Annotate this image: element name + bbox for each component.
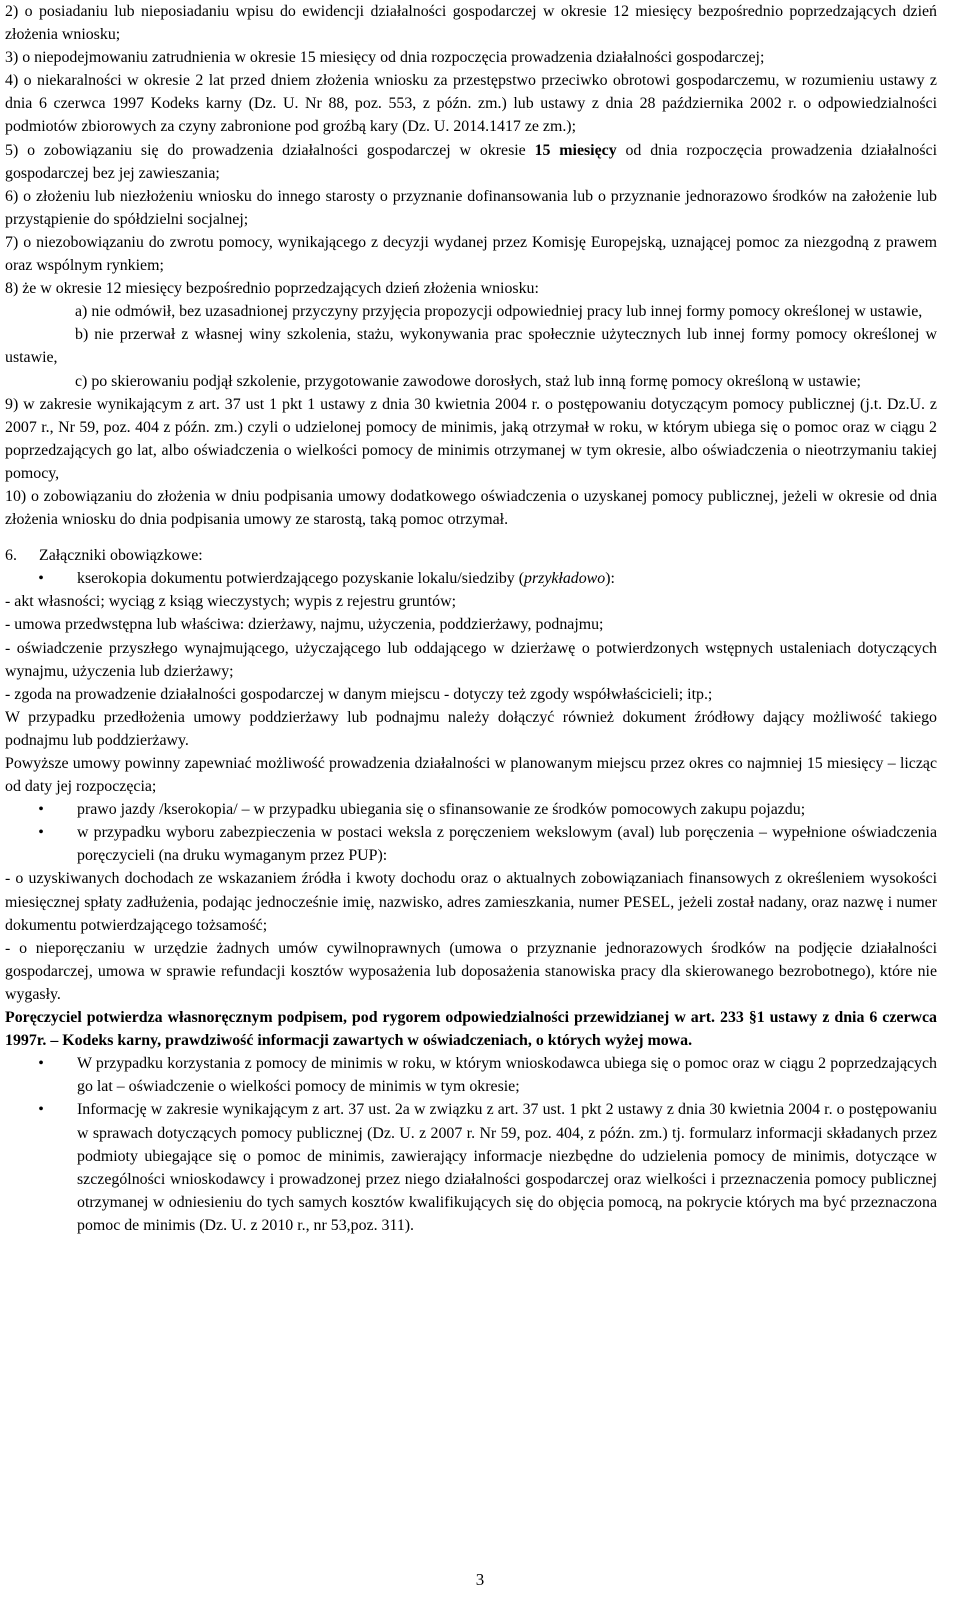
attachments-bullet-list-1 <box>5 567 937 590</box>
document-page <box>5 0 937 1237</box>
condition-item-7: 7) o niezobowiązaniu do zwrotu pomocy, wynikającego z decyzji wydanej przez Komisję Europejską, uznającej pomoc za niezgodną z prawem oraz wspólnym rynkiem; <box>5 233 937 275</box>
dash-item-contract: - umowa przedwstępna lub właściwa: dzierżawy, najmu, użyczenia, poddzierżawy, podnajmu; <box>5 616 604 634</box>
attachments-bullet-list-2 <box>5 798 937 867</box>
condition-item-5-rest: od dnia rozpoczęcia prowadzenia działalności gospodarczej bez jej zawieszania; <box>5 141 937 182</box>
bullet-icon: • <box>38 801 44 819</box>
condition-item-9: 9) w zakresie wynikającym z art. 37 ust 1 pkt 1 ustawy z dnia 30 kwietnia 2004 r. o postępowaniu dotyczącym pomocy publicznej (j.t. Dz.U. z 2007 r., Nr 59, poz. 404 z późn. zm.) czyli o udzielonej pomocy de minimis, jaką otrzymał w roku, w którym ubiega się o pomoc oraz w ciągu 2 poprzedzających go lat, albo oświadczenia o wielkości pomocy de minimis otrzymanej w tym okresie, albo oświadczenia o nieotrzymaniu takiej pomocy, <box>5 395 937 482</box>
guarantor-income-statement: - o uzyskiwanych dochodach ze wskazaniem źródła i kwoty dochodu oraz o aktualnych zobowiązaniach finansowych z określeniem wysokości miesięcznej spłaty zadłużenia, podając jednocześnie imię, nazwisko, adres zamieszkania, numer PESEL, jeżeli został nadany, oraz nazwę i numer dokumentu potwierdzającego tożsamość; <box>5 870 937 934</box>
bullet-de-minimis-text: W przypadku korzystania z pomocy de minimis w roku, w którym wnioskodawca ubiega się o pomoc oraz w ciągu 2 poprzedzających go lat – oświadczenie o wielkości pomocy de minimis w tym okresie; <box>77 1055 937 1096</box>
bullet-premises-end: ): <box>605 570 615 588</box>
bullet-de-minimis <box>5 1052 937 1098</box>
dash-item-ownership: - akt własności; wyciąg z ksiąg wieczystych; wypis z rejestru gruntów; <box>5 593 456 611</box>
bullet-guarantee <box>5 821 937 867</box>
sublease-note: W przypadku przedłożenia umowy poddzierżawy lub podnajmu należy dołączyć również dokument źródłowy dający możliwość takiego podnajmu lub poddzierżawy. <box>5 708 937 749</box>
bullet-icon: • <box>38 1055 44 1073</box>
condition-item-2: 2) o posiadaniu lub nieposiadaniu wpisu do ewidencji działalności gospodarczej w okresie 12 miesięcy bezpośrednio poprzedzających dzień złożenia wniosku; <box>5 3 937 44</box>
bullet-icon: • <box>38 570 44 588</box>
attachments-bullet-list-3 <box>5 1052 937 1237</box>
duration-note: Powyższe umowy powinny zapewniać możliwość prowadzenia działalności w planowanym miejscu przez okres co najmniej 15 miesięcy – licząc od daty jej rozpoczęcia; <box>5 755 937 796</box>
guarantor-no-guarantee-statement: - o nieporęczaniu w urzędzie żadnych umów cywilnoprawnych (umowa o przyznanie jednorazowych środków na podjęcie działalności gospodarczej, umowa w sprawie refundacji kosztów wyposażenia lub doposażenia stanowiska pracy dla skierowanego bezrobotnego), które nie wygasły. <box>5 939 937 1003</box>
attachments-heading <box>5 544 937 567</box>
bullet-premises-document <box>5 567 937 590</box>
signature-statement: Poręczyciel potwierdza własnoręcznym podpisem, pod rygorem odpowiedzialności przewidzianej w art. 233 §1 ustawy z dnia 6 czerwca 1997r. – Kodeks karny, prawdziwość informacji zawartych w oświadczeniach, o których wyżej mowa. <box>5 1009 937 1050</box>
condition-item-4: 4) o niekaralności w okresie 2 lat przed dniem złożenia wniosku za przestępstwo przeciwko obrotowi gospodarczemu, w rozumieniu ustawy z dnia 6 czerwca 1997 Kodeks karny (Dz. U. Nr 88, poz. 553, z późn. zm.) lub ustawy z dnia 28 października 2002 r. o odpowiedzialności podmiotów zbiorowych za czyny zabronione pod groźbą kary (Dz. U. 2014.1417 ze zm.); <box>5 72 937 136</box>
dash-item-landlord-statement: - oświadczenie przyszłego wynajmującego, użyczającego lub oddającego w dzierżawę o potwierdzonych wstępnych ustaleniach dotyczących wynajmu, użyczenia lub dzierżawy; <box>5 639 937 680</box>
condition-item-8b: b) nie przerwał z własnej winy szkolenia, stażu, wykonywania prac społecznie użytecznych lub innej formy pomocy określonej w ustawie, <box>5 326 937 367</box>
bullet-premises-text: kserokopia dokumentu potwierdzającego pozyskanie lokalu/siedziby ( <box>77 570 525 588</box>
condition-item-3: 3) o niepodejmowaniu zatrudnienia w okresie 15 miesięcy od dnia rozpoczęcia prowadzenia działalności gospodarczej; <box>5 49 765 67</box>
bullet-driving-licence-text: prawo jazdy /kserokopia/ – w przypadku ubiegania się o sfinansowanie ze środków pomocowych zakupu pojazdu; <box>77 801 806 819</box>
condition-item-5 <box>5 139 937 185</box>
condition-item-8: 8) że w okresie 12 miesięcy bezpośrednio poprzedzających dzień złożenia wniosku: <box>5 280 539 298</box>
bullet-driving-licence <box>5 798 937 821</box>
bullet-icon: • <box>38 1101 44 1119</box>
dash-item-consent: - zgoda na prowadzenie działalności gospodarczej w danym miejscu - dotyczy też zgody współwłaścicieli; itp.; <box>5 685 713 703</box>
bullet-icon: • <box>38 824 44 842</box>
page-number: 3 <box>475 1570 485 1589</box>
condition-item-5-text: 5) o zobowiązaniu się do prowadzenia działalności gospodarczej w okresie <box>5 141 535 159</box>
bullet-information-form-text: Informację w zakresie wynikającym z art. 37 ust. 2a w związku z art. 37 ust. 1 pkt 2 ustawy z dnia 30 kwietnia 2004 r. o postępowaniu w sprawach dotyczących pomocy publicznej (Dz. U. z 2007 r. Nr 59, poz. 404, z późn. zm.) tj. formularz informacji składanych przez podmioty ubiegające się o pomoc de minimis, zawierający informacje niezbędne do udzielenia pomocy de minimis, dotyczące w szczególności wnioskodawcy i prowadzonej przez niego działalności gospodarczej oraz wielkości i przeznaczenia pomocy publicznej otrzymanej w odniesieniu do tych samych kosztów kwalifikujących się do objęcia pomocą, na pokrycie których ma być przeznaczona pomoc de minimis (Dz. U. z 2010 r., nr 53,poz. 311). <box>77 1101 937 1234</box>
condition-item-6: 6) o złożeniu lub niezłożeniu wniosku do innego starosty o przyznanie dofinansowania lub o przyznanie jednorazowo środków na założenie lub przystąpienie do spółdzielni socjalnej; <box>5 187 937 228</box>
condition-item-10: 10) o zobowiązaniu do złożenia w dniu podpisania umowy dodatkowego oświadczenia o uzyskanej pomocy publicznej, jeżeli w okresie od dnia złożenia wniosku do dnia podpisania umowy ze starostą, taką pomoc otrzymał. <box>5 487 937 529</box>
section-title: Załączniki obowiązkowe: <box>39 547 203 565</box>
bullet-information-form <box>5 1098 937 1237</box>
condition-item-8a: a) nie odmówił, bez uzasadnionej przyczyny przyjęcia propozycji odpowiedniej pracy lub innej formy pomocy określonej w ustawie, <box>75 303 923 321</box>
section-number: 6. <box>5 547 17 565</box>
bullet-guarantee-text: w przypadku wyboru zabezpieczenia w postaci weksla z poręczeniem wekslowym (aval) lub poręczenia – wypełnione oświadczenia poręczycieli (na druku wymaganym przez PUP): <box>77 824 937 865</box>
condition-item-8c: c) po skierowaniu podjął szkolenie, przygotowanie zawodowe dorosłych, staż lub inną formę pomocy określoną w ustawie; <box>75 372 861 390</box>
bullet-premises-example: przykładowo <box>524 570 606 588</box>
condition-item-5-duration: 15 miesięcy <box>534 141 617 159</box>
